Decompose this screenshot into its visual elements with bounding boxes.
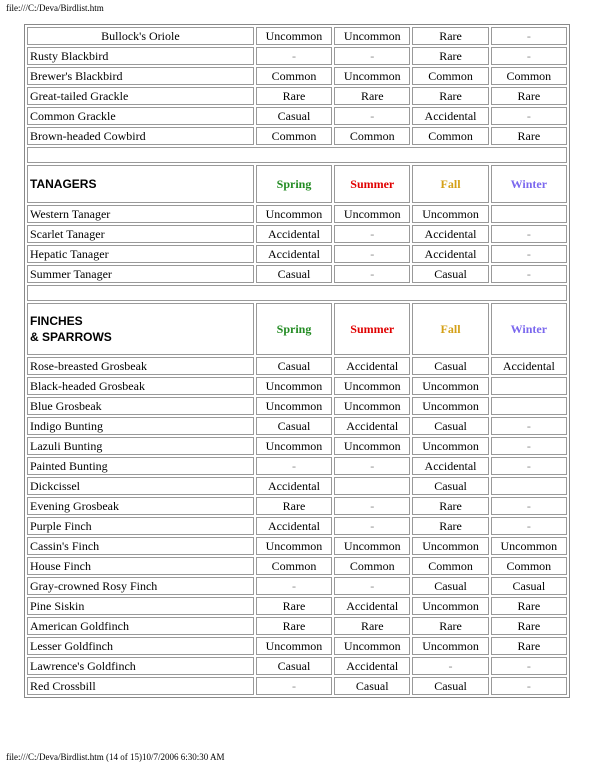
abundance-summer: Uncommon: [334, 205, 410, 223]
abundance-winter: -: [491, 677, 567, 695]
table-row: [27, 437, 567, 455]
bird-name: Rusty Blackbird: [27, 47, 254, 65]
season-header-summer: Summer: [334, 303, 410, 355]
abundance-fall: Casual: [412, 577, 488, 595]
footer-file-path: file:///C:/Deva/Birdlist.htm (14 of 15)10/7/2006 6:30:30 AM: [6, 752, 225, 762]
abundance-summer: -: [334, 245, 410, 263]
abundance-summer: Rare: [334, 87, 410, 105]
bird-name: Gray-crowned Rosy Finch: [27, 577, 254, 595]
table-row: [27, 557, 567, 575]
spacer-cell: [27, 285, 567, 301]
abundance-winter: -: [491, 245, 567, 263]
table-row: [27, 265, 567, 283]
season-header-fall: Fall: [412, 303, 488, 355]
abundance-winter: Rare: [491, 127, 567, 145]
abundance-spring: -: [256, 457, 332, 475]
abundance-fall: Casual: [412, 677, 488, 695]
season-header-spring: Spring: [256, 165, 332, 203]
abundance-spring: Uncommon: [256, 537, 332, 555]
table-row: [27, 457, 567, 475]
abundance-summer: Common: [334, 557, 410, 575]
header-file-path: file:///C:/Deva/Birdlist.htm: [6, 3, 104, 13]
abundance-summer: -: [334, 457, 410, 475]
abundance-winter: [491, 477, 567, 495]
abundance-fall: Uncommon: [412, 637, 488, 655]
abundance-summer: -: [334, 265, 410, 283]
abundance-summer: Accidental: [334, 357, 410, 375]
abundance-spring: Accidental: [256, 225, 332, 243]
table-row: [27, 477, 567, 495]
table-row: [27, 597, 567, 615]
abundance-summer: -: [334, 517, 410, 535]
abundance-fall: Rare: [412, 87, 488, 105]
abundance-fall: Accidental: [412, 225, 488, 243]
abundance-winter: Casual: [491, 577, 567, 595]
bird-name: Evening Grosbeak: [27, 497, 254, 515]
abundance-summer: Rare: [334, 617, 410, 635]
bird-name: Lesser Goldfinch: [27, 637, 254, 655]
season-header-fall: Fall: [412, 165, 488, 203]
bird-name: Lazuli Bunting: [27, 437, 254, 455]
abundance-winter: -: [491, 265, 567, 283]
abundance-winter: -: [491, 437, 567, 455]
table-row: [27, 677, 567, 695]
section-spacer: [27, 147, 567, 163]
abundance-winter: -: [491, 517, 567, 535]
bird-name: Rose-breasted Grosbeak: [27, 357, 254, 375]
abundance-spring: Uncommon: [256, 437, 332, 455]
abundance-fall: Uncommon: [412, 205, 488, 223]
bird-name: House Finch: [27, 557, 254, 575]
abundance-summer: Uncommon: [334, 637, 410, 655]
abundance-summer: Uncommon: [334, 537, 410, 555]
abundance-spring: Casual: [256, 265, 332, 283]
abundance-spring: Rare: [256, 497, 332, 515]
season-header-spring: Spring: [256, 303, 332, 355]
bird-name: Bullock's Oriole: [27, 27, 254, 45]
table-row: [27, 27, 567, 45]
abundance-winter: -: [491, 657, 567, 675]
abundance-fall: Casual: [412, 357, 488, 375]
abundance-summer: Accidental: [334, 417, 410, 435]
abundance-summer: Accidental: [334, 597, 410, 615]
abundance-spring: -: [256, 47, 332, 65]
abundance-winter: Rare: [491, 87, 567, 105]
table-row: [27, 245, 567, 263]
abundance-winter: Common: [491, 557, 567, 575]
table-row: [27, 397, 567, 415]
table-row: [27, 47, 567, 65]
bird-list-table: [24, 24, 570, 698]
abundance-fall: Uncommon: [412, 597, 488, 615]
bird-name: Painted Bunting: [27, 457, 254, 475]
abundance-winter: -: [491, 27, 567, 45]
abundance-winter: Rare: [491, 617, 567, 635]
section-title: FINCHES & SPARROWS: [27, 303, 254, 355]
abundance-fall: Accidental: [412, 245, 488, 263]
bird-name: Indigo Bunting: [27, 417, 254, 435]
abundance-winter: [491, 377, 567, 395]
abundance-spring: Rare: [256, 617, 332, 635]
abundance-spring: Uncommon: [256, 637, 332, 655]
season-header-winter: Winter: [491, 303, 567, 355]
bird-name: Black-headed Grosbeak: [27, 377, 254, 395]
abundance-spring: Common: [256, 557, 332, 575]
abundance-fall: Casual: [412, 417, 488, 435]
bird-name: Summer Tanager: [27, 265, 254, 283]
abundance-summer: -: [334, 47, 410, 65]
table-row: [27, 357, 567, 375]
bird-name: Purple Finch: [27, 517, 254, 535]
abundance-summer: Uncommon: [334, 27, 410, 45]
abundance-winter: -: [491, 417, 567, 435]
table-row: [27, 87, 567, 105]
abundance-spring: Rare: [256, 87, 332, 105]
table-row: [27, 577, 567, 595]
abundance-summer: Uncommon: [334, 377, 410, 395]
section-header-row: [27, 303, 567, 355]
abundance-fall: Accidental: [412, 107, 488, 125]
abundance-fall: Uncommon: [412, 397, 488, 415]
bird-name: Common Grackle: [27, 107, 254, 125]
abundance-spring: Uncommon: [256, 27, 332, 45]
table-row: [27, 517, 567, 535]
abundance-summer: -: [334, 107, 410, 125]
season-header-winter: Winter: [491, 165, 567, 203]
table-row: [27, 617, 567, 635]
bird-name: Hepatic Tanager: [27, 245, 254, 263]
abundance-summer: [334, 477, 410, 495]
abundance-fall: Common: [412, 67, 488, 85]
section-header-row: [27, 165, 567, 203]
table-row: [27, 225, 567, 243]
table-row: [27, 637, 567, 655]
abundance-fall: Uncommon: [412, 377, 488, 395]
table-row: [27, 67, 567, 85]
abundance-spring: Casual: [256, 657, 332, 675]
abundance-winter: -: [491, 107, 567, 125]
abundance-fall: Rare: [412, 517, 488, 535]
section-title: TANAGERS: [27, 165, 254, 203]
abundance-winter: -: [491, 225, 567, 243]
bird-name: Western Tanager: [27, 205, 254, 223]
abundance-spring: Casual: [256, 417, 332, 435]
abundance-summer: Casual: [334, 677, 410, 695]
abundance-winter: -: [491, 457, 567, 475]
abundance-spring: Common: [256, 67, 332, 85]
abundance-fall: -: [412, 657, 488, 675]
bird-name: Great-tailed Grackle: [27, 87, 254, 105]
abundance-spring: Accidental: [256, 245, 332, 263]
abundance-spring: Common: [256, 127, 332, 145]
bird-name: Blue Grosbeak: [27, 397, 254, 415]
abundance-fall: Rare: [412, 497, 488, 515]
table-row: [27, 205, 567, 223]
abundance-winter: -: [491, 47, 567, 65]
bird-name: Pine Siskin: [27, 597, 254, 615]
abundance-spring: Uncommon: [256, 397, 332, 415]
abundance-summer: Accidental: [334, 657, 410, 675]
abundance-spring: -: [256, 677, 332, 695]
abundance-fall: Common: [412, 557, 488, 575]
abundance-spring: Casual: [256, 357, 332, 375]
abundance-winter: Uncommon: [491, 537, 567, 555]
abundance-spring: Casual: [256, 107, 332, 125]
abundance-winter: Rare: [491, 597, 567, 615]
abundance-summer: -: [334, 497, 410, 515]
abundance-summer: Uncommon: [334, 437, 410, 455]
abundance-winter: Rare: [491, 637, 567, 655]
bird-name: Brewer's Blackbird: [27, 67, 254, 85]
abundance-winter: [491, 205, 567, 223]
abundance-fall: Rare: [412, 47, 488, 65]
abundance-summer: -: [334, 225, 410, 243]
bird-name: Dickcissel: [27, 477, 254, 495]
abundance-winter: [491, 397, 567, 415]
abundance-winter: Accidental: [491, 357, 567, 375]
abundance-fall: Accidental: [412, 457, 488, 475]
table-row: [27, 377, 567, 395]
abundance-summer: -: [334, 577, 410, 595]
abundance-spring: Accidental: [256, 517, 332, 535]
abundance-winter: Common: [491, 67, 567, 85]
bird-name: Brown-headed Cowbird: [27, 127, 254, 145]
table-row: [27, 107, 567, 125]
abundance-fall: Uncommon: [412, 437, 488, 455]
abundance-spring: Accidental: [256, 477, 332, 495]
spacer-cell: [27, 147, 567, 163]
bird-name: American Goldfinch: [27, 617, 254, 635]
abundance-spring: Rare: [256, 597, 332, 615]
abundance-summer: Common: [334, 127, 410, 145]
abundance-fall: Casual: [412, 477, 488, 495]
abundance-spring: -: [256, 577, 332, 595]
abundance-fall: Rare: [412, 27, 488, 45]
bird-name: Lawrence's Goldfinch: [27, 657, 254, 675]
abundance-fall: Casual: [412, 265, 488, 283]
table-row: [27, 537, 567, 555]
section-spacer: [27, 285, 567, 301]
table-row: [27, 657, 567, 675]
bird-name: Cassin's Finch: [27, 537, 254, 555]
abundance-summer: Uncommon: [334, 397, 410, 415]
table-row: [27, 497, 567, 515]
abundance-spring: Uncommon: [256, 377, 332, 395]
season-header-summer: Summer: [334, 165, 410, 203]
bird-name: Scarlet Tanager: [27, 225, 254, 243]
abundance-spring: Uncommon: [256, 205, 332, 223]
abundance-fall: Rare: [412, 617, 488, 635]
table-row: [27, 417, 567, 435]
abundance-fall: Uncommon: [412, 537, 488, 555]
table-row: [27, 127, 567, 145]
abundance-summer: Uncommon: [334, 67, 410, 85]
abundance-fall: Common: [412, 127, 488, 145]
abundance-winter: -: [491, 497, 567, 515]
bird-name: Red Crossbill: [27, 677, 254, 695]
